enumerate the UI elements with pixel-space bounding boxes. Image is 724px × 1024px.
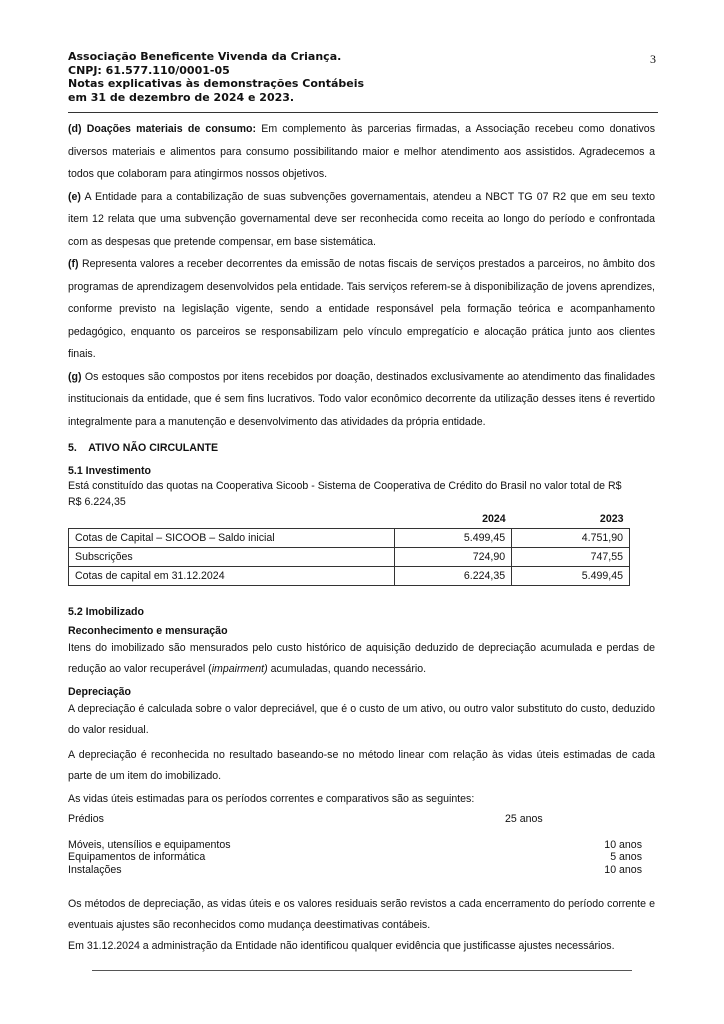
useful-life-label: Equipamentos de informática (68, 851, 206, 863)
recognition-text-b: acumuladas, quando necessário. (267, 663, 427, 675)
useful-life-value: 10 anos (604, 838, 642, 851)
useful-life-value: 10 anos (604, 863, 642, 876)
useful-life-label: Móveis, utensílios e equipamentos (68, 838, 231, 851)
header-divider (68, 112, 658, 113)
table-cell-2023: 5.499,45 (512, 567, 630, 586)
depreciation-text-2: A depreciação é reconhecida no resultado baseando-se no método linear com relação às vidas úteis estimadas de cada parte de um item do imobilizado. (68, 749, 655, 782)
note-g-label: (g) (68, 370, 82, 383)
note-f-label: (f) (68, 258, 79, 270)
list-item (68, 851, 642, 864)
recognition-text-impairment: impairment) (211, 663, 268, 675)
section-5-1-title: 5.1 Investimento (68, 465, 152, 477)
document-header (68, 50, 658, 104)
table-cell-2024: 5.499,45 (395, 529, 512, 548)
header-date: em 31 de dezembro de 2024 e 2023. (68, 90, 295, 104)
table-cell-label: Cotas de capital em 31.12.2024 (69, 567, 395, 586)
recognition-text (68, 638, 655, 680)
list-item (68, 839, 642, 852)
section-5-1-total: R$ 6.224,35 (68, 496, 126, 508)
useful-lives-list (68, 813, 642, 876)
table-cell-label: Subscrições (69, 548, 395, 567)
depreciation-text-1: A depreciação é calculada sobre o valor depreciável, que é o custo de um ativo, ou outro valor substituto do custo, deduzido do valor residual. (68, 703, 655, 736)
header-title: Notas explicativas às demonstrações Contábeis (68, 77, 365, 90)
section-5-2-title: 5.2 Imobilizado (68, 606, 144, 618)
investment-header-2024: 2024 (482, 513, 506, 525)
note-e-text: A Entidade para a contabilização de suas subvenções governamentais, atendeu a NBCT TG 07 R2 que em seu texto item 12 relata que uma subvenção governamental deve ser reconhecida como receita ao longo do período e confrontada com as despesas que pretende compensar, em base sistemática. (68, 190, 655, 248)
list-item (68, 813, 642, 826)
closing-text-1: Os métodos de depreciação, as vidas úteis e os valores residuais serão revistos a cada encerramento do período corrente e eventuais ajustes são reconhecidos como mudança deestimativas contábeis. (68, 898, 655, 931)
note-g-text: Os estoques são compostos por itens recebidos por doação, destinados exclusivamente ao atendimento das finalidades institucionais da entidade, que é sem fins lucrativos. Todo valor econômico decorrente da utilização desses itens é revertido integralmente para a manutenção e desenvolvimento das atividades da própria entidade. (68, 370, 655, 428)
table-cell-2023: 747,55 (512, 548, 630, 567)
note-e (68, 186, 655, 254)
table-row (69, 529, 630, 548)
list-item (68, 864, 642, 877)
investment-header-blank (69, 510, 395, 529)
document-body (68, 118, 655, 954)
recognition-text-a: Itens do imobilizado são mensurados pelo custo histórico de aquisição deduzido de depreciação acumulada e perdas de redução ao valor recuperável ( (68, 642, 655, 675)
note-g (68, 366, 655, 434)
note-f-text: Representa valores a receber decorrentes da emissão de notas fiscais de serviços prestados a parceiros, no âmbito dos programas de aprendizagem desenvolvidos pela entidade. Tais serviços referem-se à disponibilização de jovens aprendizes, conforme previsto na legislação vigente, sendo a entidade responsável pela formação teórica e acompanhamento pedagógico, enquanto os parceiros se responsabilizam pelo vínculo empregatício e alocação prática junto aos clientes finais. (68, 258, 655, 360)
table-row (69, 567, 630, 586)
investment-table (68, 510, 630, 586)
table-cell-label: Cotas de Capital – SICOOB – Saldo inicial (69, 529, 395, 548)
useful-life-value: 25 anos (505, 813, 543, 825)
note-f (68, 253, 655, 366)
page-number: 3 (650, 52, 656, 66)
table-cell-2023: 4.751,90 (512, 529, 630, 548)
footer-divider (92, 970, 632, 971)
note-d-label: (d) Doações materiais de consumo: (68, 123, 257, 135)
table-cell-2024: 6.224,35 (395, 567, 512, 586)
section-5-1-text: Está constituído das quotas na Cooperativa Sicoob - Sistema de Cooperativa de Crédito do Brasil no valor total de R$ (68, 480, 622, 492)
useful-life-label: Instalações (68, 863, 122, 876)
closing-text-2: Em 31.12.2024 a administração da Entidade não identificou qualquer evidência que justificasse ajustes necessários. (68, 940, 615, 952)
depreciation-title: Depreciação (68, 686, 132, 698)
table-row (69, 548, 630, 567)
note-d-text: Em complemento às parcerias firmadas, a Associação recebeu como donativos diversos materiais e alimentos para consumo possibilitando maior e melhor atendimento aos assistidos. Agradecemos a todos que colaboram para atingirmos nossos objetivos. (68, 123, 655, 180)
recognition-title: Reconhecimento e mensuração (68, 625, 228, 637)
note-e-label: (e) (68, 190, 81, 203)
useful-life-value: 5 anos (610, 851, 642, 863)
note-d (68, 118, 655, 186)
useful-life-label: Prédios (68, 813, 104, 825)
header-org-name: Associação Beneficente Vivenda da Criança. (68, 50, 342, 63)
header-cnpj: CNPJ: 61.577.110/0001-05 (68, 63, 230, 77)
table-cell-2024: 724,90 (395, 548, 512, 567)
investment-table-header (69, 510, 630, 529)
depreciation-text-3: As vidas úteis estimadas para os períodos correntes e comparativos são as seguintes: (68, 793, 475, 805)
section-5-title: 5. ATIVO NÃO CIRCULANTE (68, 442, 219, 454)
investment-header-2023: 2023 (599, 513, 624, 525)
